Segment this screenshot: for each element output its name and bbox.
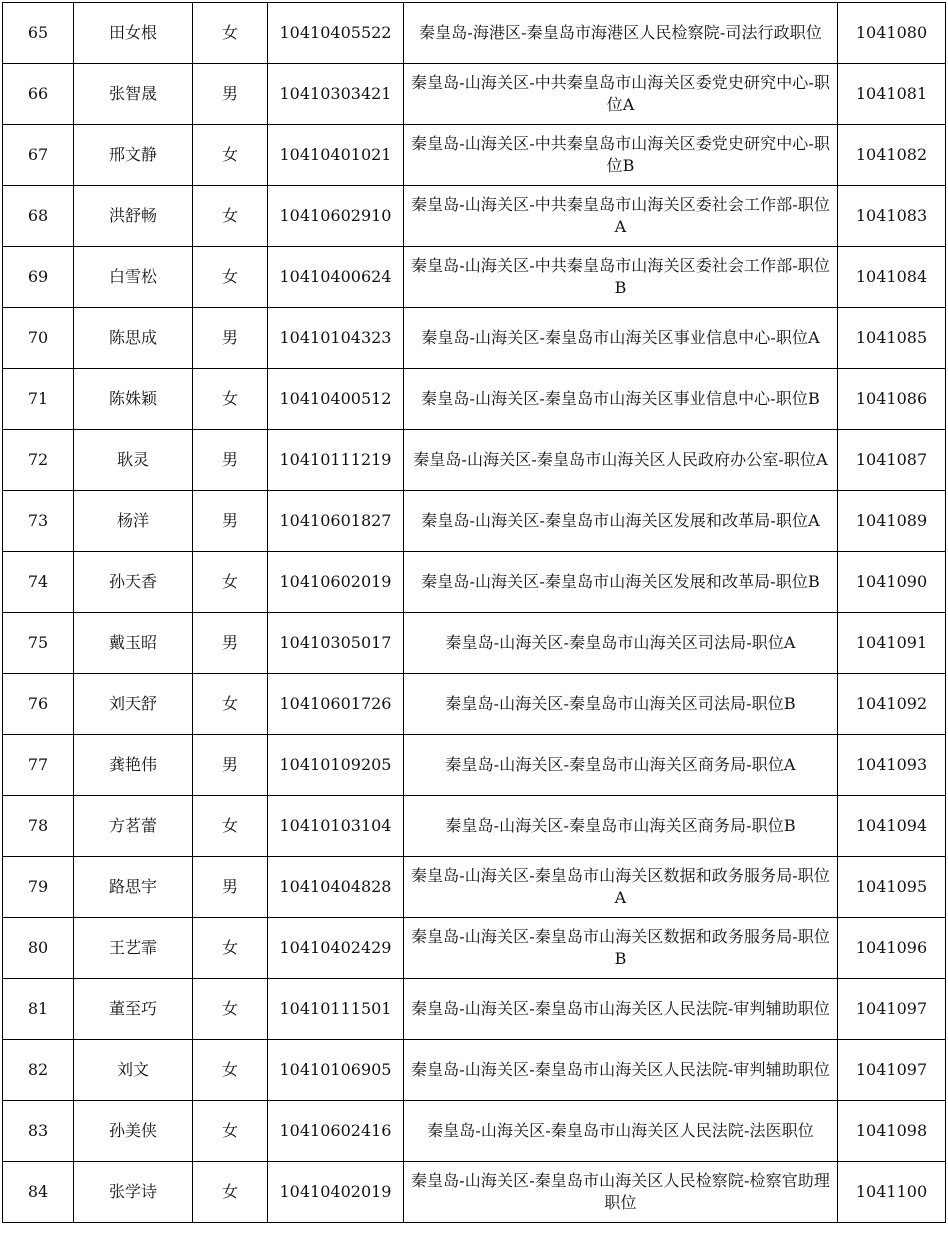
table-row [3, 979, 946, 1040]
candidate-gender: 女 [193, 369, 268, 430]
position-name: 秦皇岛-山海关区-秦皇岛市山海关区数据和政务服务局-职位B [404, 918, 838, 979]
position-name: 秦皇岛-山海关区-秦皇岛市山海关区人民检察院-检察官助理职位 [404, 1162, 838, 1223]
candidate-gender: 男 [193, 857, 268, 918]
row-number: 72 [3, 430, 74, 491]
candidate-gender: 男 [193, 430, 268, 491]
position-code: 1041085 [838, 308, 946, 369]
ticket-number: 10410404828 [268, 857, 404, 918]
position-name: 秦皇岛-山海关区-秦皇岛市山海关区事业信息中心-职位A [404, 308, 838, 369]
position-name: 秦皇岛-山海关区-中共秦皇岛市山海关区委党史研究中心-职位A [404, 64, 838, 125]
table-row [3, 796, 946, 857]
table-row [3, 1101, 946, 1162]
row-number: 65 [3, 3, 74, 64]
position-code: 1041094 [838, 796, 946, 857]
table-row [3, 125, 946, 186]
row-number: 73 [3, 491, 74, 552]
candidate-name: 耿灵 [74, 430, 193, 491]
position-name: 秦皇岛-山海关区-秦皇岛市山海关区司法局-职位A [404, 613, 838, 674]
candidate-gender: 男 [193, 735, 268, 796]
row-number: 70 [3, 308, 74, 369]
candidate-gender: 女 [193, 674, 268, 735]
position-code: 1041100 [838, 1162, 946, 1223]
candidate-gender: 女 [193, 1162, 268, 1223]
candidate-name: 方茗蕾 [74, 796, 193, 857]
table-row [3, 1162, 946, 1223]
candidate-table-body [3, 3, 946, 1223]
position-code: 1041084 [838, 247, 946, 308]
position-name: 秦皇岛-山海关区-秦皇岛市山海关区商务局-职位A [404, 735, 838, 796]
candidate-name: 杨洋 [74, 491, 193, 552]
row-number: 76 [3, 674, 74, 735]
position-code: 1041090 [838, 552, 946, 613]
ticket-number: 10410305017 [268, 613, 404, 674]
row-number: 84 [3, 1162, 74, 1223]
table-row [3, 3, 946, 64]
position-code: 1041086 [838, 369, 946, 430]
position-code: 1041083 [838, 186, 946, 247]
candidate-name: 戴玉昭 [74, 613, 193, 674]
candidate-gender: 女 [193, 247, 268, 308]
row-number: 83 [3, 1101, 74, 1162]
candidate-name: 孙美侠 [74, 1101, 193, 1162]
candidate-table [2, 2, 946, 1223]
row-number: 69 [3, 247, 74, 308]
position-code: 1041097 [838, 1040, 946, 1101]
position-name: 秦皇岛-山海关区-秦皇岛市山海关区司法局-职位B [404, 674, 838, 735]
candidate-gender: 女 [193, 186, 268, 247]
candidate-name: 张智晟 [74, 64, 193, 125]
table-row [3, 430, 946, 491]
candidate-gender: 男 [193, 64, 268, 125]
candidate-name: 田女根 [74, 3, 193, 64]
table-row [3, 1040, 946, 1101]
position-code: 1041082 [838, 125, 946, 186]
candidate-name: 陈思成 [74, 308, 193, 369]
candidate-name: 龚艳伟 [74, 735, 193, 796]
position-name: 秦皇岛-山海关区-秦皇岛市山海关区商务局-职位B [404, 796, 838, 857]
candidate-gender: 女 [193, 918, 268, 979]
position-name: 秦皇岛-山海关区-中共秦皇岛市山海关区委党史研究中心-职位B [404, 125, 838, 186]
ticket-number: 10410602416 [268, 1101, 404, 1162]
position-code: 1041089 [838, 491, 946, 552]
position-code: 1041081 [838, 64, 946, 125]
candidate-name: 路思宇 [74, 857, 193, 918]
ticket-number: 10410405522 [268, 3, 404, 64]
ticket-number: 10410303421 [268, 64, 404, 125]
ticket-number: 10410106905 [268, 1040, 404, 1101]
ticket-number: 10410400624 [268, 247, 404, 308]
table-row [3, 735, 946, 796]
candidate-name: 邢文静 [74, 125, 193, 186]
table-row [3, 64, 946, 125]
position-name: 秦皇岛-山海关区-秦皇岛市山海关区人民法院-审判辅助职位 [404, 1040, 838, 1101]
candidate-gender: 女 [193, 796, 268, 857]
position-name: 秦皇岛-山海关区-中共秦皇岛市山海关区委社会工作部-职位A [404, 186, 838, 247]
row-number: 80 [3, 918, 74, 979]
candidate-name: 洪舒畅 [74, 186, 193, 247]
row-number: 75 [3, 613, 74, 674]
row-number: 79 [3, 857, 74, 918]
candidate-name: 刘文 [74, 1040, 193, 1101]
position-code: 1041091 [838, 613, 946, 674]
position-code: 1041093 [838, 735, 946, 796]
position-name: 秦皇岛-海港区-秦皇岛市海港区人民检察院-司法行政职位 [404, 3, 838, 64]
candidate-gender: 男 [193, 491, 268, 552]
position-code: 1041087 [838, 430, 946, 491]
position-code: 1041092 [838, 674, 946, 735]
row-number: 67 [3, 125, 74, 186]
position-name: 秦皇岛-山海关区-秦皇岛市山海关区人民法院-审判辅助职位 [404, 979, 838, 1040]
candidate-name: 孙天香 [74, 552, 193, 613]
candidate-gender: 女 [193, 3, 268, 64]
candidate-name: 刘天舒 [74, 674, 193, 735]
row-number: 68 [3, 186, 74, 247]
table-row [3, 918, 946, 979]
candidate-gender: 女 [193, 979, 268, 1040]
table-row [3, 491, 946, 552]
row-number: 66 [3, 64, 74, 125]
table-row [3, 674, 946, 735]
ticket-number: 10410111219 [268, 430, 404, 491]
position-name: 秦皇岛-山海关区-秦皇岛市山海关区数据和政务服务局-职位A [404, 857, 838, 918]
table-row [3, 247, 946, 308]
row-number: 82 [3, 1040, 74, 1101]
candidate-name: 白雪松 [74, 247, 193, 308]
candidate-name: 陈姝颖 [74, 369, 193, 430]
position-code: 1041097 [838, 979, 946, 1040]
ticket-number: 10410103104 [268, 796, 404, 857]
row-number: 77 [3, 735, 74, 796]
ticket-number: 10410402429 [268, 918, 404, 979]
table-row [3, 613, 946, 674]
position-name: 秦皇岛-山海关区-秦皇岛市山海关区人民政府办公室-职位A [404, 430, 838, 491]
position-name: 秦皇岛-山海关区-中共秦皇岛市山海关区委社会工作部-职位B [404, 247, 838, 308]
position-code: 1041080 [838, 3, 946, 64]
ticket-number: 10410602910 [268, 186, 404, 247]
table-row [3, 308, 946, 369]
row-number: 74 [3, 552, 74, 613]
candidate-gender: 女 [193, 552, 268, 613]
position-code: 1041096 [838, 918, 946, 979]
row-number: 71 [3, 369, 74, 430]
table-row [3, 857, 946, 918]
ticket-number: 10410109205 [268, 735, 404, 796]
ticket-number: 10410104323 [268, 308, 404, 369]
ticket-number: 10410601726 [268, 674, 404, 735]
candidate-gender: 女 [193, 125, 268, 186]
candidate-gender: 男 [193, 613, 268, 674]
ticket-number: 10410400512 [268, 369, 404, 430]
position-name: 秦皇岛-山海关区-秦皇岛市山海关区发展和改革局-职位B [404, 552, 838, 613]
candidate-gender: 男 [193, 308, 268, 369]
candidate-gender: 女 [193, 1040, 268, 1101]
position-code: 1041098 [838, 1101, 946, 1162]
table-row [3, 552, 946, 613]
candidate-name: 王艺霏 [74, 918, 193, 979]
position-name: 秦皇岛-山海关区-秦皇岛市山海关区事业信息中心-职位B [404, 369, 838, 430]
position-name: 秦皇岛-山海关区-秦皇岛市山海关区人民法院-法医职位 [404, 1101, 838, 1162]
candidate-name: 张学诗 [74, 1162, 193, 1223]
ticket-number: 10410111501 [268, 979, 404, 1040]
row-number: 81 [3, 979, 74, 1040]
position-name: 秦皇岛-山海关区-秦皇岛市山海关区发展和改革局-职位A [404, 491, 838, 552]
table-row [3, 369, 946, 430]
position-code: 1041095 [838, 857, 946, 918]
candidate-gender: 女 [193, 1101, 268, 1162]
ticket-number: 10410402019 [268, 1162, 404, 1223]
row-number: 78 [3, 796, 74, 857]
ticket-number: 10410601827 [268, 491, 404, 552]
ticket-number: 10410602019 [268, 552, 404, 613]
candidate-name: 董至巧 [74, 979, 193, 1040]
ticket-number: 10410401021 [268, 125, 404, 186]
table-row [3, 186, 946, 247]
